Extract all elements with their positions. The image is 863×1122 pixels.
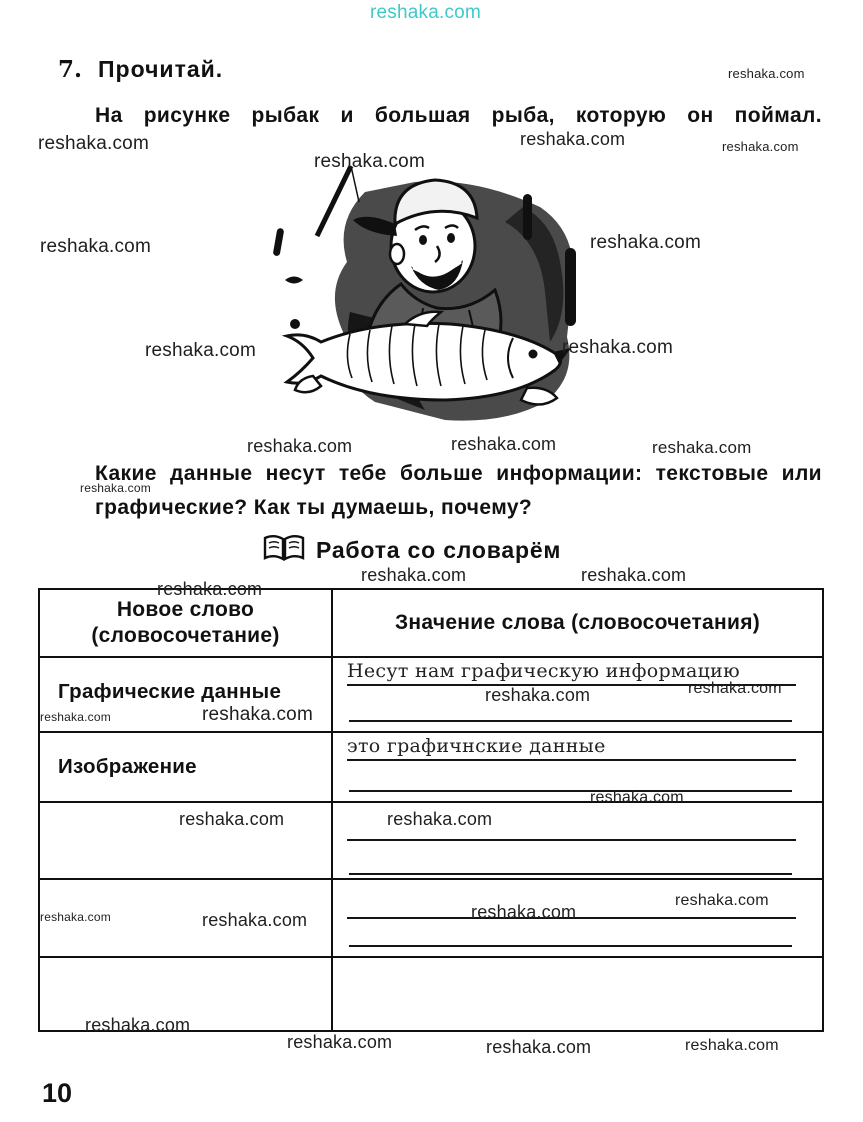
answer-line xyxy=(349,841,792,875)
watermark: reshaka.com xyxy=(471,902,577,922)
fisherman-fish-drawing xyxy=(255,162,600,434)
watermark: reshaka.com xyxy=(485,685,591,705)
watermark: reshaka.com xyxy=(85,1015,191,1035)
watermark: reshaka.com xyxy=(80,481,151,495)
word-cell: Изображение xyxy=(40,733,333,801)
watermark: reshaka.com xyxy=(157,579,263,599)
page-number: 10 xyxy=(42,1078,73,1108)
answer-line xyxy=(349,919,792,947)
fisherman-illustration xyxy=(255,162,600,434)
exercise-paragraph: На рисунке рыбак и большая рыба, которую он поймал. xyxy=(95,104,822,127)
watermark: reshaka.com xyxy=(179,809,285,829)
watermark: reshaka.com xyxy=(688,680,782,697)
watermark: reshaka.com xyxy=(247,436,353,456)
table-header-new-word: Новое слово (словосочетание) xyxy=(40,590,333,656)
watermark: reshaka.com xyxy=(370,2,481,23)
table-header-meaning: Значение слова (словосочетания) xyxy=(394,610,761,634)
watermark: reshaka.com xyxy=(202,910,308,930)
watermark: reshaka.com xyxy=(590,232,701,253)
watermark: reshaka.com xyxy=(685,1037,779,1054)
open-book-icon xyxy=(262,534,306,567)
handwritten-answer: это графичнские данные xyxy=(347,733,796,761)
watermark: reshaka.com xyxy=(652,438,752,457)
meaning-cell xyxy=(333,733,822,801)
watermark: reshaka.com xyxy=(361,565,467,585)
watermark: reshaka.com xyxy=(40,910,111,924)
watermark: reshaka.com xyxy=(722,139,799,154)
watermark: reshaka.com xyxy=(387,809,493,829)
exercise-question: Какие данные несут тебе больше информации: текстовые или графические? Как ты думаешь, почему? xyxy=(95,462,822,520)
watermark: reshaka.com xyxy=(314,151,425,172)
word-cell: Графические данные xyxy=(40,658,333,731)
watermark: reshaka.com xyxy=(40,710,111,724)
watermark: reshaka.com xyxy=(287,1032,393,1052)
exercise-title: Прочитай. xyxy=(98,56,224,82)
watermark: reshaka.com xyxy=(451,434,557,454)
watermark: reshaka.com xyxy=(38,133,149,154)
watermark: reshaka.com xyxy=(562,337,673,358)
dictionary-heading: Работа со словарём xyxy=(316,537,562,563)
watermark: reshaka.com xyxy=(202,704,313,725)
handwritten-answer: Несут нам графическую информацию xyxy=(347,658,796,686)
watermark: reshaka.com xyxy=(581,565,687,585)
watermark: reshaka.com xyxy=(145,340,256,361)
table-row xyxy=(40,731,822,801)
watermark: reshaka.com xyxy=(486,1037,592,1057)
watermark: reshaka.com xyxy=(590,789,684,806)
meaning-cell xyxy=(333,958,822,1030)
watermark: reshaka.com xyxy=(728,66,805,81)
watermark: reshaka.com xyxy=(520,129,626,149)
dictionary-section-header xyxy=(262,534,561,567)
watermark: reshaka.com xyxy=(40,236,151,257)
exercise-number: 7. xyxy=(58,56,83,83)
answer-line xyxy=(349,761,792,792)
table-row xyxy=(40,878,822,956)
exercise-heading xyxy=(58,56,223,83)
watermark: reshaka.com xyxy=(675,892,769,909)
